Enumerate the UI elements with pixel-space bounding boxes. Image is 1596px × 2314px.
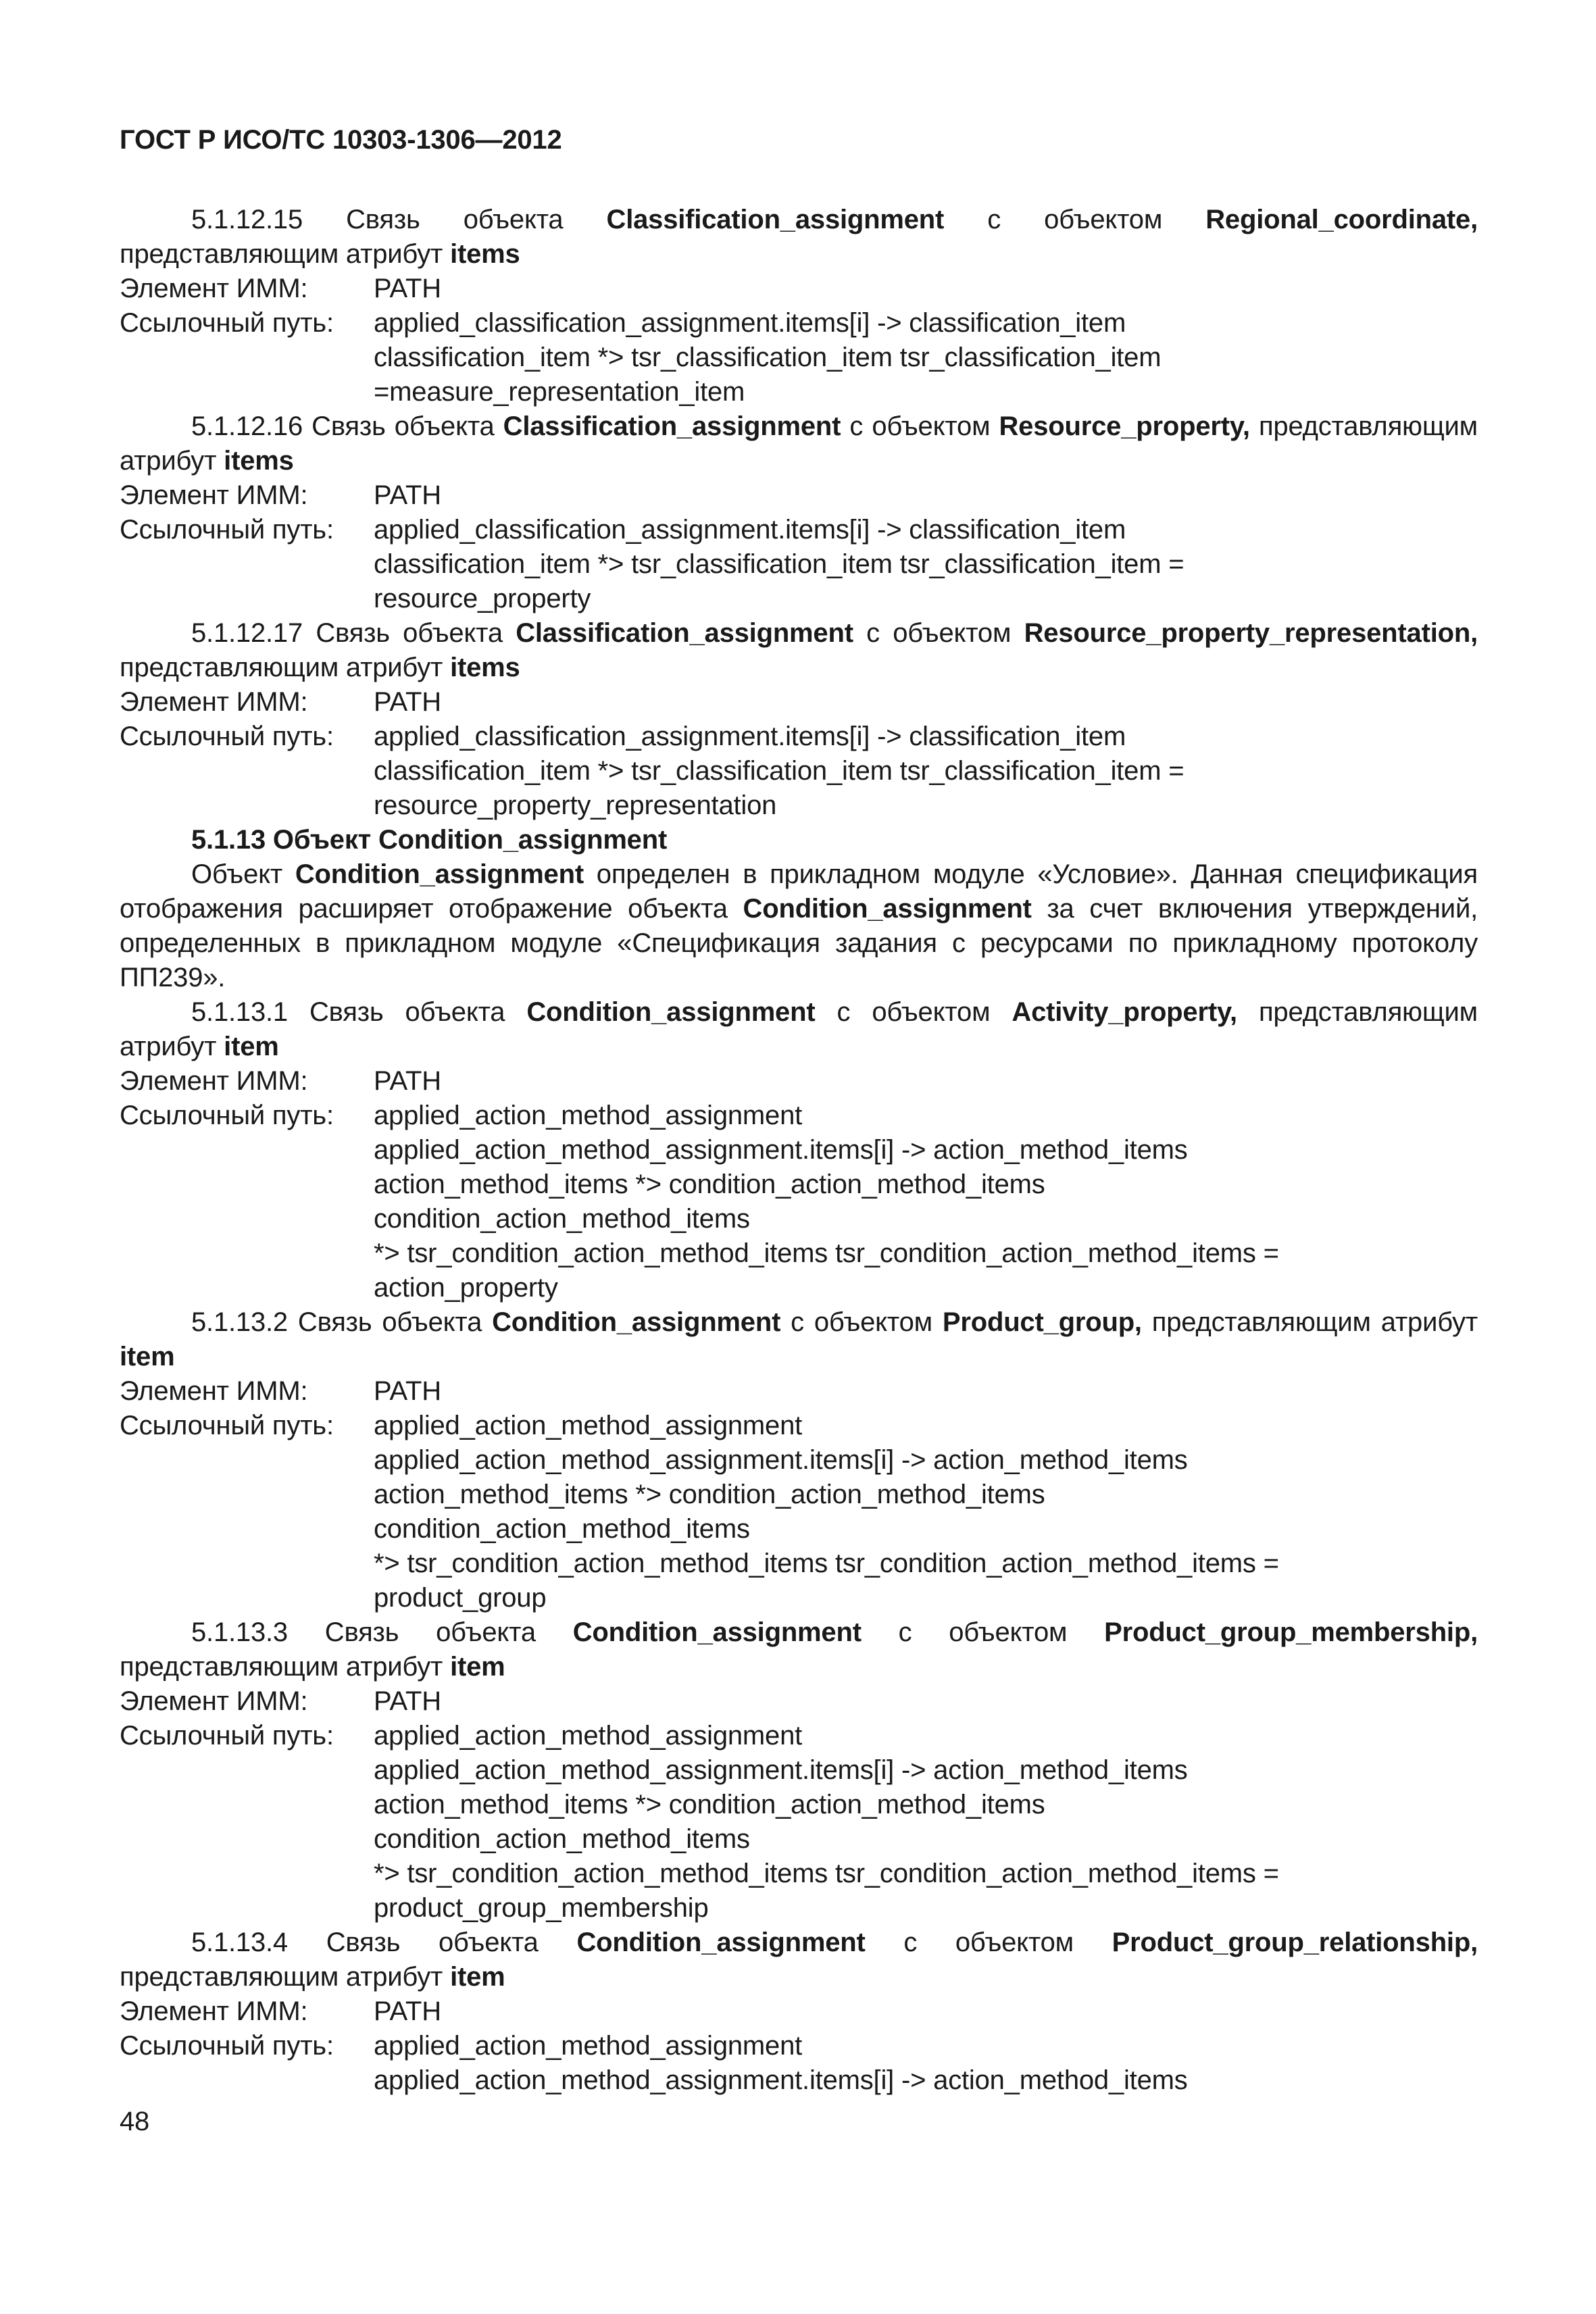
ref-path-line: applied_classification_assignment.items[i] -> classification_item — [374, 722, 1126, 751]
target-object: Product_group, — [942, 1307, 1142, 1337]
document-body — [120, 203, 1478, 2098]
clause-text: с объектом — [865, 1928, 1112, 1957]
ref-path-lines — [374, 306, 1478, 409]
section-heading: 5.1.13 Объект Condition_assignment — [191, 825, 668, 855]
element-row — [120, 478, 1478, 513]
clause-text: представляющим атрибут — [120, 997, 1478, 1061]
ref-path-line: applied_action_method_assignment — [374, 2031, 803, 2061]
ref-path-line: applied_action_method_assignment — [374, 1101, 803, 1130]
element-value: PATH — [374, 274, 441, 303]
target-object: Activity_property, — [1012, 997, 1237, 1027]
element-value: PATH — [374, 1376, 441, 1406]
ref-path-lines — [374, 1099, 1478, 1305]
ref-path-line: =measure_representation_item — [374, 377, 745, 407]
ref-path-row — [120, 306, 1478, 409]
clause-number: 5.1.12.17 Связь объекта — [191, 618, 516, 648]
ref-path-line: applied_action_method_assignment.items[i] -> action_method_items — [374, 1755, 1188, 1785]
element-value: PATH — [374, 1066, 441, 1096]
ref-path-row — [120, 1099, 1478, 1305]
clause-number: 5.1.13.2 Связь объекта — [191, 1307, 493, 1337]
page-number: 48 — [120, 2107, 150, 2136]
clause-text: представляющим атрибут — [120, 411, 1478, 476]
target-object: Regional_coordinate, — [1205, 205, 1478, 234]
attribute-name: item — [224, 1032, 279, 1061]
ref-path-row — [120, 1409, 1478, 1615]
ref-path-line: condition_action_method_items — [374, 1204, 750, 1234]
attribute-name: item — [120, 1342, 175, 1372]
clause-5-1-12-17 — [120, 616, 1478, 685]
clause-number: 5.1.12.15 Связь объекта — [191, 205, 607, 234]
clause-text: с объектом — [841, 411, 999, 441]
ref-path-line: action_property — [374, 1273, 558, 1303]
attribute-name: items — [224, 446, 294, 476]
element-value: PATH — [374, 687, 441, 717]
clause-text: с объектом — [861, 1617, 1105, 1647]
ref-path-line: action_method_items *> condition_action_method_items — [374, 1169, 1045, 1199]
clause-text: с объектом — [944, 205, 1206, 234]
object-name: Condition_assignment — [576, 1928, 866, 1957]
element-value: PATH — [374, 1686, 441, 1716]
ref-path-lines — [374, 1409, 1478, 1615]
element-label: Элемент ИММ: — [120, 274, 308, 303]
clause-number: 5.1.13.1 Связь объекта — [191, 997, 527, 1027]
ref-path-lines — [374, 720, 1478, 823]
ref-path-line: *> tsr_condition_action_method_items tsr_condition_action_method_items = — [374, 1549, 1279, 1578]
element-label: Элемент ИММ: — [120, 480, 308, 510]
ref-path-line: *> tsr_condition_action_method_items tsr_condition_action_method_items = — [374, 1238, 1279, 1268]
ref-path-line: applied_action_method_assignment.items[i] -> action_method_items — [374, 2065, 1188, 2095]
ref-path-line: action_method_items *> condition_action_method_items — [374, 1790, 1045, 1819]
ref-path-line: product_group_membership — [374, 1893, 709, 1923]
section-intro — [120, 857, 1478, 995]
ref-path-lines — [374, 1719, 1478, 1926]
element-label: Элемент ИММ: — [120, 687, 308, 717]
ref-path-line: condition_action_method_items — [374, 1824, 750, 1854]
ref-path-line: condition_action_method_items — [374, 1514, 750, 1544]
clause-5-1-13-3 — [120, 1615, 1478, 1684]
clause-5-1-13-4 — [120, 1926, 1478, 1994]
ref-path-row — [120, 513, 1478, 616]
element-row — [120, 685, 1478, 720]
ref-path-label: Ссылочный путь: — [120, 1411, 334, 1440]
object-name: Classification_assignment — [516, 618, 853, 648]
ref-path-line: classification_item *> tsr_classification_item tsr_classification_item = — [374, 549, 1184, 579]
clause-text: с объектом — [853, 618, 1024, 648]
clause-text: представляющим атрибут — [120, 239, 451, 269]
ref-path-line: applied_action_method_assignment.items[i] -> action_method_items — [374, 1445, 1188, 1475]
target-object: Resource_property_representation, — [1024, 618, 1478, 648]
element-row — [120, 272, 1478, 306]
clause-text: с объектом — [815, 997, 1012, 1027]
intro-text: за счет включения утверждений, определенных в прикладном модуле «Спецификация задания с ресурсами по прикладному протоколу ПП239». — [120, 894, 1478, 992]
ref-path-label: Ссылочный путь: — [120, 2031, 334, 2061]
ref-path-line: applied_action_method_assignment — [374, 1411, 803, 1440]
element-row — [120, 1684, 1478, 1719]
ref-path-line: resource_property_representation — [374, 790, 777, 820]
ref-path-line: applied_action_method_assignment.items[i] -> action_method_items — [374, 1135, 1188, 1165]
object-name: Condition_assignment — [295, 859, 584, 889]
intro-text: Объект — [191, 859, 295, 889]
object-name: Condition_assignment — [743, 894, 1032, 924]
ref-path-line: resource_property — [374, 584, 591, 613]
attribute-name: item — [450, 1652, 505, 1682]
target-object: Product_group_relationship, — [1112, 1928, 1478, 1957]
clause-5-1-13-2 — [120, 1305, 1478, 1374]
intro-text: определен в прикладном модуле «Условие». Данная спецификация отображения расширяет отображение объекта — [120, 859, 1478, 924]
clause-5-1-12-16 — [120, 409, 1478, 478]
ref-path-line: applied_action_method_assignment — [374, 1721, 803, 1751]
element-value: PATH — [374, 1996, 441, 2026]
attribute-name: items — [450, 239, 520, 269]
ref-path-line: classification_item *> tsr_classification_item tsr_classification_item — [374, 343, 1162, 372]
ref-path-row — [120, 720, 1478, 823]
clause-5-1-12-15 — [120, 203, 1478, 272]
ref-path-line: applied_classification_assignment.items[i] -> classification_item — [374, 515, 1126, 545]
object-name: Classification_assignment — [606, 205, 945, 234]
target-object: Resource_property, — [999, 411, 1250, 441]
element-label: Элемент ИММ: — [120, 1686, 308, 1716]
element-label: Элемент ИММ: — [120, 1996, 308, 2026]
clause-number: 5.1.13.4 Связь объекта — [191, 1928, 577, 1957]
ref-path-label: Ссылочный путь: — [120, 1721, 334, 1751]
clause-text: представляющим атрибут — [1141, 1307, 1478, 1337]
element-value: PATH — [374, 480, 441, 510]
ref-path-line: applied_classification_assignment.items[i] -> classification_item — [374, 308, 1126, 338]
ref-path-line: *> tsr_condition_action_method_items tsr_condition_action_method_items = — [374, 1859, 1279, 1888]
ref-path-label: Ссылочный путь: — [120, 1101, 334, 1130]
clause-text: с объектом — [780, 1307, 943, 1337]
ref-path-line: classification_item *> tsr_classification_item tsr_classification_item = — [374, 756, 1184, 786]
ref-path-lines — [374, 2029, 1478, 2098]
ref-path-label: Ссылочный путь: — [120, 722, 334, 751]
ref-path-line: action_method_items *> condition_action_method_items — [374, 1480, 1045, 1509]
attribute-name: items — [450, 653, 520, 682]
object-name: Classification_assignment — [503, 411, 841, 441]
ref-path-label: Ссылочный путь: — [120, 308, 334, 338]
ref-path-row — [120, 2029, 1478, 2098]
attribute-name: item — [450, 1962, 505, 1992]
ref-path-row — [120, 1719, 1478, 1926]
clause-number: 5.1.12.16 Связь объекта — [191, 411, 503, 441]
target-object: Product_group_membership, — [1104, 1617, 1478, 1647]
document-header: ГОСТ Р ИСО/ТС 10303-1306—2012 — [120, 125, 562, 155]
element-row — [120, 1994, 1478, 2029]
clause-text: представляющим атрибут — [120, 1962, 451, 1992]
clause-text: представляющим атрибут — [120, 1652, 451, 1682]
element-label: Элемент ИММ: — [120, 1376, 308, 1406]
ref-path-label: Ссылочный путь: — [120, 515, 334, 545]
clause-number: 5.1.13.3 Связь объекта — [191, 1617, 573, 1647]
object-name: Condition_assignment — [526, 997, 816, 1027]
clause-5-1-13-1 — [120, 995, 1478, 1064]
object-name: Condition_assignment — [572, 1617, 862, 1647]
clause-text: представляющим атрибут — [120, 653, 451, 682]
object-name: Condition_assignment — [492, 1307, 781, 1337]
element-row — [120, 1064, 1478, 1099]
ref-path-lines — [374, 513, 1478, 616]
element-row — [120, 1374, 1478, 1409]
ref-path-line: product_group — [374, 1583, 547, 1613]
element-label: Элемент ИММ: — [120, 1066, 308, 1096]
